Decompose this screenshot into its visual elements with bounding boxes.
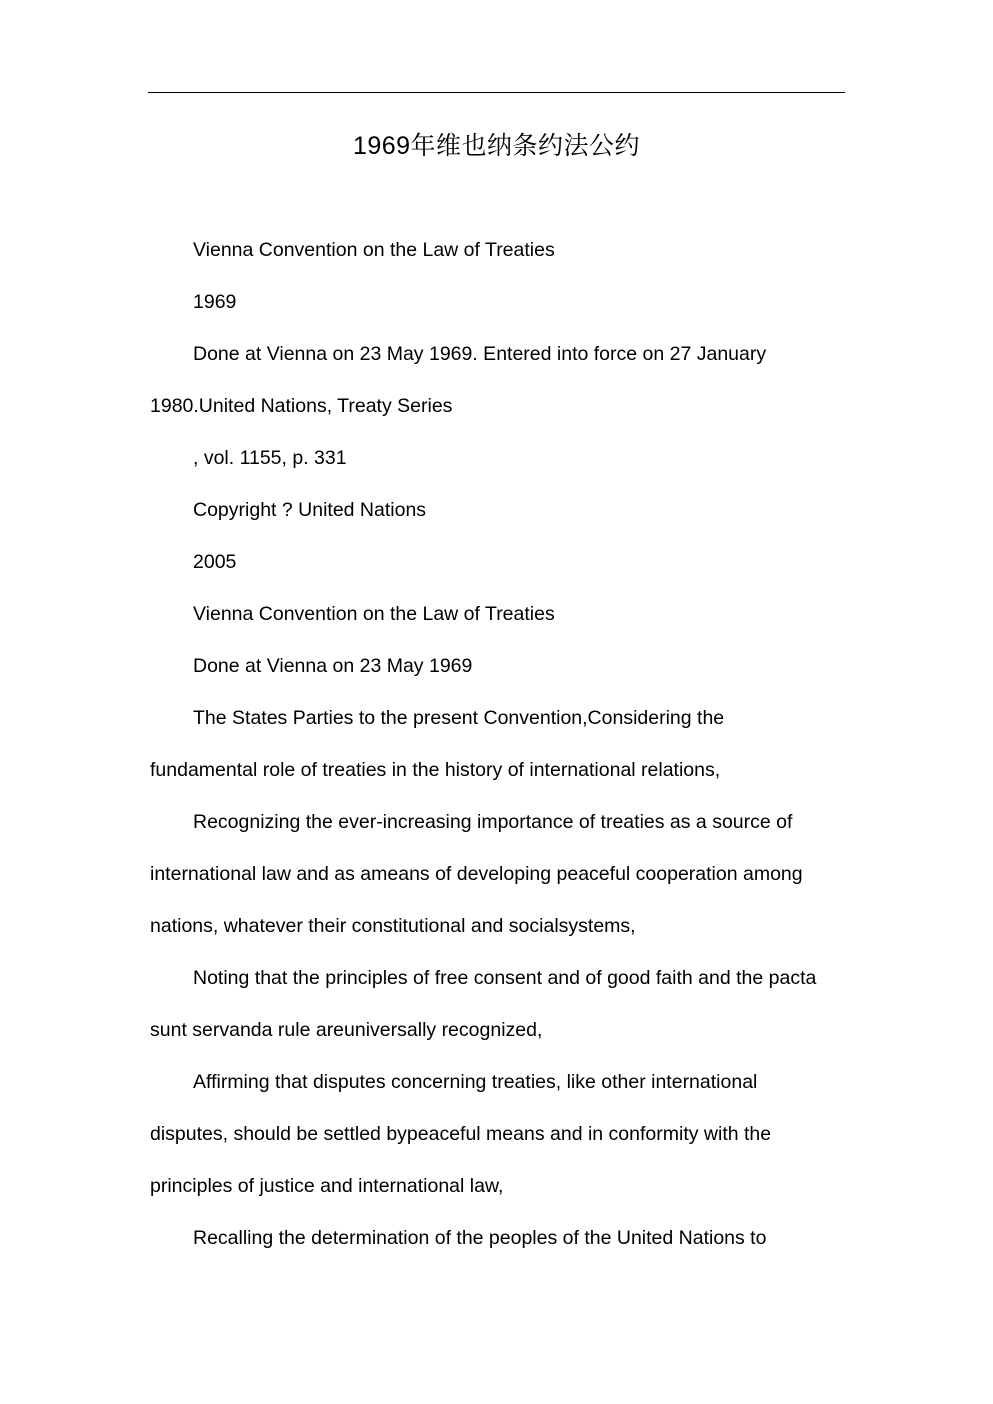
text-line: Recognizing the ever-increasing importance of treaties as a source of xyxy=(193,811,793,833)
text-line: principles of justice and international law, xyxy=(150,1175,504,1197)
text-line: The States Parties to the present Convention,Considering the xyxy=(193,707,725,729)
text-line: fundamental role of treaties in the history of international relations, xyxy=(150,759,721,781)
text-line: Recalling the determination of the peoples of the United Nations to xyxy=(193,1227,767,1249)
text-line: 1969 xyxy=(193,291,237,313)
text-line: international law and as ameans of developing peaceful cooperation among xyxy=(150,863,803,885)
text-line: 1980.United Nations, Treaty Series xyxy=(150,395,453,417)
text-line: Noting that the principles of free consent and of good faith and the pacta xyxy=(193,967,817,989)
text-line: Affirming that disputes concerning treaties, like other international xyxy=(193,1071,758,1093)
header-rule xyxy=(148,92,845,93)
text-line: Copyright ? United Nations xyxy=(193,499,427,521)
text-line: nations, whatever their constitutional and socialsystems, xyxy=(150,915,636,937)
document-title: 1969年维也纳条约法公约 xyxy=(352,132,641,160)
text-line: Vienna Convention on the Law of Treaties xyxy=(193,603,555,625)
text-line: sunt servanda rule areuniversally recognized, xyxy=(150,1019,543,1041)
text-line: 2005 xyxy=(193,551,237,573)
text-line: Done at Vienna on 23 May 1969 xyxy=(193,655,473,677)
text-line: Done at Vienna on 23 May 1969. Entered into force on 27 January xyxy=(193,343,767,365)
text-line: , vol. 1155, p. 331 xyxy=(193,447,347,469)
text-line: disputes, should be settled bypeaceful means and in conformity with the xyxy=(150,1123,772,1145)
text-line: Vienna Convention on the Law of Treaties xyxy=(193,239,555,261)
